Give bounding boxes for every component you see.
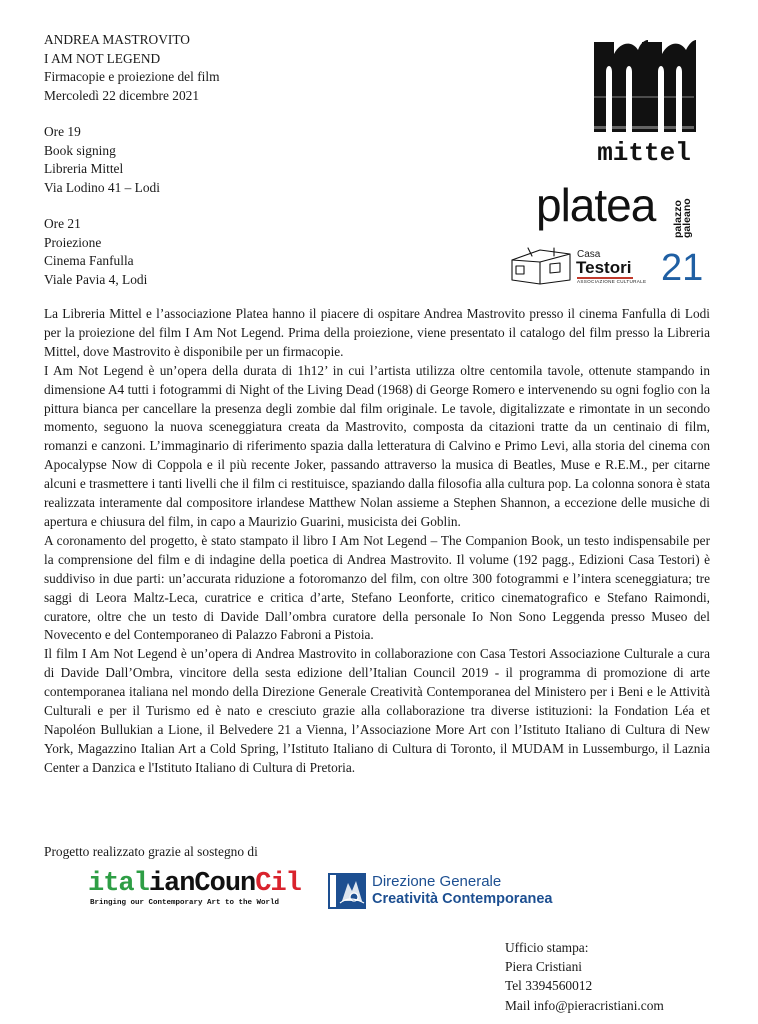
press-office [505,938,664,1015]
screening-venue: Cinema Fanfulla [44,253,134,268]
mibact-emblem-icon [328,873,366,909]
italian-council-logo [88,869,301,912]
testori-label: Testori [576,258,632,277]
ic-part-5: C [255,869,271,899]
paragraph-intro: La Libreria Mittel e l’associazione Platea hanno il piacere di ospitare Andrea Mastrovito presso il cinema Fanfulla di Lodi per la proiezione del film I Am Not Legend. Prima della proiezione, viene presentato il catalogo del film presso la Libreria Mittel, dove Mastrovito è disponibile per un firmacopie. [44,306,710,359]
film-title: I AM NOT LEGEND [44,50,161,66]
event-description: Firmacopie e proiezione del film [44,69,220,84]
screening-time: Ore 21 [44,216,81,231]
mittel-mark-icon [592,36,696,136]
italian-council-tagline: Bringing our Contemporary Art to the World [90,899,280,907]
dg-subtitle: Creatività Contemporanea [372,891,553,907]
signing-time: Ore 19 [44,124,81,139]
casa-label: Casa [577,249,601,260]
press-title: Ufficio stampa: [505,940,589,955]
mittel-logo [592,36,696,168]
ic-part-3: an [164,869,195,899]
mittel-wordmark: mittel [597,138,691,168]
testori-tagline: ASSOCIAZIONE CULTURALE [577,279,647,284]
ic-part-6: il [270,869,301,899]
paragraph-book: A coronamento del progetto, è stato stampato il libro I Am Not Legend – The Companion Book, un testo indispensabile per la comprensione del film e di indagine della poetica di Andrea Mastrovito. Il volume (192 pagg., Edizioni Casa Testori) è suddiviso in due parti: un’accurata riduzione a fotoromanzo del film, con oltre 300 fotogrammi e l’intera sceneggiatura; tre saggi di Leora Maltz-Leca, curatrice e critica d’arte, Stefano Leonforte, critico cinematografico e Stefano Raimondi, curatore, oltre che un testo di Davide Dall’ombra curatore della personale Io Non Sono Leggenda presso Museo del Novecento e del Contemporaneo di Palazzo Fabroni a Pistoia. [44,532,710,643]
signing-activity: Book signing [44,142,116,158]
dg-title: Direzione Generale [372,873,502,890]
body-text [44,305,710,778]
press-phone: Tel 3394560012 [505,978,593,994]
house-sketch-icon [510,246,574,288]
screening-address: Viale Pavia 4, Lodi [44,271,148,287]
ic-part-4: Coun [194,869,256,899]
screening-activity: Proiezione [44,234,102,250]
italian-council-wordmark [88,870,301,898]
belvedere-21-number: 21 [661,247,704,289]
event-header [44,31,220,105]
support-label: Progetto realizzato grazie al sostegno di [44,844,258,859]
signing-info [44,123,160,197]
signing-address: Via Lodino 41 – Lodi [44,179,160,195]
paragraph-film: I Am Not Legend è un’opera della durata di 1h12’ in cui l’artista utilizza oltre centomila tavole, ottenute stampando in dimensione A4 tutti i fotogrammi di Night of the Living Dead (1968) di George Romero e intervenendo su ogni foglio con la pittura bianca per cancellare la presenza degli zombie dal film originale. Le tavole, digitalizzate e rimontate in un secondo momento, seguono la nuova sceneggiatura creata da Mastrovito, composta da citazioni tratte da un centinaio di film, romanzi e canzoni. L’immaginario di riferimento spazia dalla letteratura di Calvino e Primo Levi, alla storia del cinema con Apocalypse Now di Coppola e il più recente Joker, passando attraverso la musica di Beatles, Muse e R.E.M., per citarne alcuni e trasmettere i tanti livelli che il film ci restituisce, spaziando dalla filosofia alla cultura pop. La colonna sonora è stata realizzata interamente dal compositore irlandese Matthew Nolan assieme a Stephen Shannon, a eccezione delle musiche di apertura e chiusura del film, in capo a Maurizio Guarini, musicista dei Goblin. [44,362,710,529]
platea-wordmark: platea [536,179,656,231]
ic-part-2: i [148,869,165,899]
ic-part-1: ital [88,869,149,899]
platea-logo [536,179,696,242]
screening-info [44,215,147,289]
press-name: Piera Cristiani [505,959,582,975]
platea-side-palazzo: palazzo [672,200,684,238]
direzione-generale-logo [328,871,568,915]
event-date: Mercoledì 22 dicembre 2021 [44,87,200,103]
casa-testori-logo [510,246,658,288]
platea-side-galeano: galeano [681,198,693,238]
press-email[interactable]: Mail info@pieracristiani.com [505,997,664,1013]
paragraph-collaboration: Il film I Am Not Legend è un’opera di Andrea Mastrovito in collaborazione con Casa Testori Associazione Culturale a cura di Davide Dall’Ombra, vincitore della sesta edizione dell’Italian Council 2019 - il programma di promozione di arte contemporanea italiana nel mondo della Direzione Generale Creatività Contemporanea del Ministero per i Beni e le Attività Culturali e per il Turismo ed è nato e cresciuto grazie alla collaborazione tra diverse istituzioni: la Fondation Léa et Napoléon Bullukian a Lione, il Belvedere 21 a Vienna, l’Associazione More Art con l’Istituto Italiano di Cultura di New York, Magazzino Italian Art a Cold Spring, l’Istituto Italiano di Cultura di Toronto, il MUDAM in Lussemburgo, il Laznia Center a Danzica e l'Istituto Italiano di Cultura di Pretoria. [44,646,710,775]
artist-name: ANDREA MASTROVITO [44,32,190,47]
platea-side-text [674,184,692,240]
signing-venue: Libreria Mittel [44,161,124,176]
